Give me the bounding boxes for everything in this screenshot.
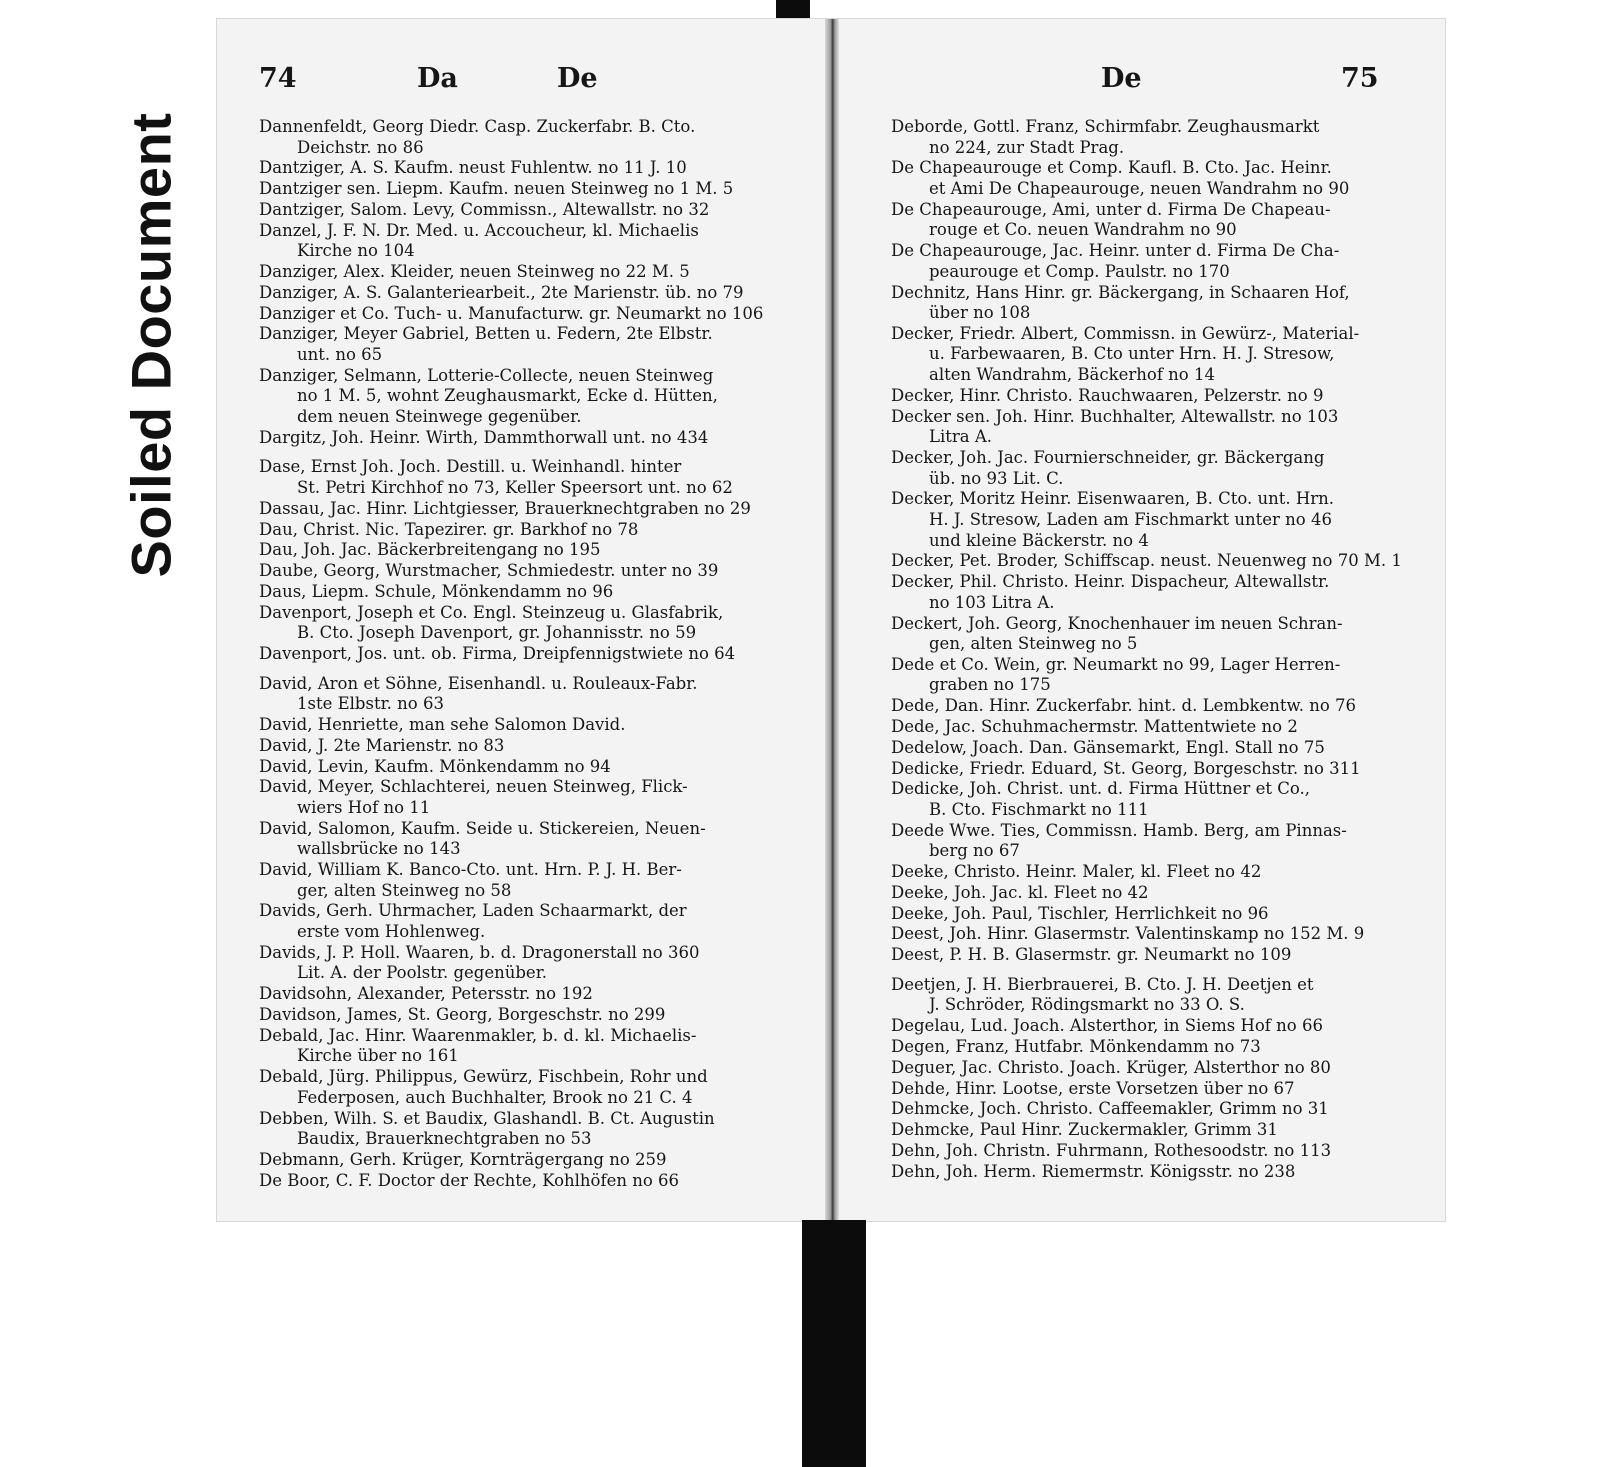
entry-line: Deckert, Joh. Georg, Knochenhauer im neuen Schran-	[891, 613, 1343, 633]
entry-line: Baudix, Brauerknechtgraben no 53	[297, 1129, 592, 1149]
directory-entry	[891, 1141, 1411, 1162]
entry-line: De Chapeaurouge et Comp. Kaufl. B. Cto. Jac. Heinr.	[891, 158, 1332, 178]
entry-line: Dedicke, Joh. Christ. unt. d. Firma Hüttner et Co.,	[891, 779, 1310, 799]
directory-entry	[891, 551, 1411, 572]
entry-line: Daus, Liepm. Schule, Mönkendamm no 96	[259, 581, 614, 601]
entry-line: Danziger, Meyer Gabriel, Betten u. Federn, 2te Elbstr.	[259, 324, 713, 344]
entry-line: rouge et Co. neuen Wandrahm no 90	[929, 220, 1237, 240]
entry-line: alten Wandrahm, Bäckerhof no 14	[929, 365, 1215, 385]
entry-line: über no 108	[929, 303, 1031, 323]
directory-entry	[259, 644, 789, 665]
right-header: De	[1101, 63, 1142, 94]
directory-entry	[259, 117, 789, 158]
directory-entry	[891, 158, 1411, 199]
directory-entry	[259, 582, 789, 603]
directory-entry	[891, 324, 1411, 386]
directory-entry	[891, 614, 1411, 655]
entry-line: u. Farbewaaren, B. Cto unter Hrn. H. J. Stresow,	[929, 344, 1335, 364]
entry-line: H. J. Stresow, Laden am Fischmarkt unter no 46	[929, 509, 1332, 529]
directory-entry	[259, 499, 789, 520]
entry-line: Dede et Co. Wein, gr. Neumarkt no 99, Lager Herren-	[891, 654, 1341, 674]
directory-entry	[259, 158, 789, 179]
entry-line: De Chapeaurouge, Jac. Heinr. unter d. Firma De Cha-	[891, 241, 1340, 261]
directory-entry	[259, 179, 789, 200]
entry-line: Lit. A. der Poolstr. gegenüber.	[297, 963, 548, 983]
entry-line: Dargitz, Joh. Heinr. Wirth, Dammthorwall unt. no 434	[259, 427, 709, 447]
entry-line: Dantziger sen. Liepm. Kaufm. neuen Steinweg no 1 M. 5	[259, 179, 734, 199]
entry-line: Dedicke, Friedr. Eduard, St. Georg, Borgeschstr. no 311	[891, 758, 1361, 778]
directory-entry	[259, 984, 789, 1005]
entry-line: St. Petri Kirchhof no 73, Keller Speersort unt. no 62	[297, 477, 733, 497]
entry-line: graben no 175	[929, 675, 1051, 695]
directory-entry	[891, 283, 1411, 324]
entry-line: 1ste Elbstr. no 63	[297, 694, 444, 714]
entry-line: David, William K. Banco-Cto. unt. Hrn. P. J. H. Ber-	[259, 860, 682, 880]
entry-line: Dechnitz, Hans Hinr. gr. Bäckergang, in Schaaren Hof,	[891, 282, 1350, 302]
entry-line: unt. no 65	[297, 345, 383, 365]
entry-line: Litra A.	[929, 427, 992, 447]
entry-line: De Boor, C. F. Doctor der Rechte, Kohlhöfen no 66	[259, 1170, 680, 1190]
entry-line: Dannenfeldt, Georg Diedr. Casp. Zuckerfabr. B. Cto.	[259, 117, 696, 136]
left-header-second: De	[557, 63, 598, 94]
entry-line: Decker sen. Joh. Hinr. Buchhalter, Altewallstr. no 103	[891, 406, 1339, 426]
entry-line: Dantziger, A. S. Kaufm. neust Fuhlentw. no 11 J. 10	[259, 158, 687, 178]
directory-entry	[259, 757, 789, 778]
directory-entry	[259, 1171, 789, 1192]
entry-line: Decker, Joh. Jac. Fournierschneider, gr. Bäckergang	[891, 448, 1325, 467]
directory-entry	[891, 821, 1411, 862]
directory-entry	[259, 540, 789, 561]
entry-line: De Chapeaurouge, Ami, unter d. Firma De Chapeau-	[891, 199, 1331, 219]
entry-line: Dehmcke, Joch. Christo. Caffeemakler, Grimm no 31	[891, 1099, 1329, 1119]
entry-line: Deede Wwe. Ties, Commissn. Hamb. Berg, am Pinnas-	[891, 820, 1347, 840]
directory-entry	[891, 1079, 1411, 1100]
directory-entry	[891, 975, 1411, 1016]
soiled-document-stamp	[116, 90, 186, 600]
entry-line: Debald, Jac. Hinr. Waarenmakler, b. d. kl. Michaelis-	[259, 1025, 697, 1045]
directory-entry	[891, 200, 1411, 241]
entry-line: Danziger, Selmann, Lotterie-Collecte, neuen Steinweg	[259, 365, 714, 385]
directory-entry	[891, 945, 1411, 966]
directory-entry	[891, 655, 1411, 696]
directory-entry	[259, 603, 789, 644]
entry-line: gen, alten Steinweg no 5	[929, 634, 1138, 654]
stamp-text: Soiled Document	[119, 112, 183, 578]
left-page-number: 74	[259, 63, 297, 94]
directory-entry	[259, 428, 789, 449]
right-entry-list	[891, 117, 1411, 1182]
directory-entry	[259, 324, 789, 365]
entry-line: B. Cto. Joseph Davenport, gr. Johannisstr. no 59	[297, 623, 697, 643]
directory-entry	[891, 1037, 1411, 1058]
entry-line: Deichstr. no 86	[297, 137, 424, 157]
directory-entry	[891, 1016, 1411, 1037]
directory-entry	[259, 777, 789, 818]
directory-entry	[891, 759, 1411, 780]
directory-entry	[259, 715, 789, 736]
directory-entry	[891, 241, 1411, 282]
entry-line: Debald, Jürg. Philippus, Gewürz, Fischbein, Rohr und	[259, 1067, 708, 1087]
directory-entry	[259, 943, 789, 984]
directory-entry	[259, 819, 789, 860]
entry-line: Deeke, Joh. Paul, Tischler, Herrlichkeit no 96	[891, 903, 1269, 923]
directory-entry	[891, 117, 1411, 158]
entry-line: Danzel, J. F. N. Dr. Med. u. Accoucheur, kl. Michaelis	[259, 220, 699, 240]
entry-line: Deest, Joh. Hinr. Glasermstr. Valentinskamp no 152 M. 9	[891, 924, 1365, 944]
entry-line: Decker, Friedr. Albert, Commissn. in Gewürz-, Material-	[891, 323, 1360, 343]
entry-line: J. Schröder, Rödingsmarkt no 33 O. S.	[929, 995, 1245, 1015]
directory-entry	[259, 283, 789, 304]
entry-line: Dase, Ernst Joh. Joch. Destill. u. Weinhandl. hinter	[259, 457, 682, 477]
entry-line: Danziger, Alex. Kleider, neuen Steinweg no 22 M. 5	[259, 262, 690, 282]
directory-entry	[259, 674, 789, 715]
entry-line: Decker, Moritz Heinr. Eisenwaaren, B. Cto. unt. Hrn.	[891, 489, 1335, 509]
left-entry-list	[259, 117, 789, 1191]
entry-line: David, J. 2te Marienstr. no 83	[259, 735, 505, 755]
directory-entry	[891, 1120, 1411, 1141]
directory-entry	[259, 901, 789, 942]
entry-line: Deeke, Joh. Jac. kl. Fleet no 42	[891, 882, 1149, 902]
directory-entry	[891, 1099, 1411, 1120]
directory-entry	[891, 696, 1411, 717]
entry-line: Deborde, Gottl. Franz, Schirmfabr. Zeughausmarkt	[891, 117, 1320, 136]
entry-line: et Ami De Chapeaurouge, neuen Wandrahm no 90	[929, 178, 1350, 198]
entry-line: Dau, Christ. Nic. Tapezirer. gr. Barkhof no 78	[259, 519, 639, 539]
entry-line: Davenport, Jos. unt. ob. Firma, Dreipfennigstwiete no 64	[259, 644, 736, 664]
entry-line: Degen, Franz, Hutfabr. Mönkendamm no 73	[891, 1037, 1261, 1056]
directory-entry	[891, 1162, 1411, 1183]
directory-entry	[891, 717, 1411, 738]
entry-line: Dehmcke, Paul Hinr. Zuckermakler, Grimm 31	[891, 1120, 1278, 1140]
entry-line: Danziger et Co. Tuch- u. Manufacturw. gr. Neumarkt no 106	[259, 303, 764, 323]
entry-line: B. Cto. Fischmarkt no 111	[929, 799, 1149, 819]
entry-line: no 224, zur Stadt Prag.	[929, 137, 1125, 157]
entry-line: Dantziger, Salom. Levy, Commissn., Altewallstr. no 32	[259, 199, 710, 219]
entry-line: Debmann, Gerh. Krüger, Kornträgergang no 259	[259, 1149, 667, 1169]
entry-line: und kleine Bäckerstr. no 4	[929, 530, 1149, 550]
entry-line: ger, alten Steinweg no 58	[297, 880, 512, 900]
entry-line: David, Levin, Kaufm. Mönkendamm no 94	[259, 756, 611, 776]
entry-line: no 1 M. 5, wohnt Zeughausmarkt, Ecke d. Hütten,	[297, 386, 718, 406]
directory-entry	[891, 738, 1411, 759]
entry-line: Dede, Jac. Schuhmachermstr. Mattentwiete no 2	[891, 717, 1298, 737]
entry-line: Dassau, Jac. Hinr. Lichtgiesser, Brauerknechtgraben no 29	[259, 498, 751, 518]
left-header-first: Da	[417, 63, 458, 94]
entry-line: Deest, P. H. B. Glasermstr. gr. Neumarkt no 109	[891, 945, 1292, 965]
entry-line: wiers Hof no 11	[297, 797, 431, 817]
directory-entry	[259, 262, 789, 283]
entry-line: Dede, Dan. Hinr. Zuckerfabr. hint. d. Lembkentw. no 76	[891, 696, 1357, 716]
directory-entry	[259, 304, 789, 325]
entry-line: David, Meyer, Schlachterei, neuen Steinweg, Flick-	[259, 777, 688, 797]
directory-entry	[259, 1109, 789, 1150]
directory-entry	[259, 457, 789, 498]
book-spread	[216, 18, 1446, 1222]
directory-entry	[259, 221, 789, 262]
directory-entry	[259, 736, 789, 757]
entry-line: Dehn, Joh. Christn. Fuhrmann, Rothesoodstr. no 113	[891, 1140, 1332, 1160]
directory-entry	[891, 779, 1411, 820]
entry-line: David, Salomon, Kaufm. Seide u. Stickereien, Neuen-	[259, 818, 706, 838]
entry-line: Dau, Joh. Jac. Bäckerbreitengang no 195	[259, 540, 601, 560]
directory-entry	[891, 448, 1411, 489]
entry-line: Dehn, Joh. Herm. Riemermstr. Königsstr. no 238	[891, 1161, 1296, 1181]
directory-entry	[891, 883, 1411, 904]
entry-line: Federposen, auch Buchhalter, Brook no 21 C. 4	[297, 1087, 693, 1107]
entry-line: Davidsohn, Alexander, Petersstr. no 192	[259, 984, 593, 1004]
directory-entry	[259, 200, 789, 221]
directory-entry	[259, 1150, 789, 1171]
entry-line: erste vom Hohlenweg.	[297, 922, 486, 942]
directory-entry	[891, 924, 1411, 945]
entry-line: Deguer, Jac. Christo. Joach. Krüger, Alsterthor no 80	[891, 1057, 1331, 1077]
entry-line: wallsbrücke no 143	[297, 839, 461, 859]
left-page	[217, 19, 825, 1221]
entry-line: dem neuen Steinwege gegenüber.	[297, 407, 582, 426]
entry-line: David, Henriette, man sehe Salomon David.	[259, 715, 626, 734]
page-gutter	[825, 19, 839, 1221]
directory-entry	[891, 407, 1411, 448]
entry-line: Davidson, James, St. Georg, Borgeschstr. no 299	[259, 1005, 666, 1024]
entry-line: Danziger, A. S. Galanteriearbeit., 2te Marienstr. üb. no 79	[259, 282, 744, 302]
entry-line: Decker, Pet. Broder, Schiffscap. neust. Neuenweg no 70 M. 1	[891, 551, 1402, 571]
entry-line: David, Aron et Söhne, Eisenhandl. u. Rouleaux-Fabr.	[259, 673, 698, 693]
right-page-number: 75	[1341, 63, 1379, 94]
entry-line: Deeke, Christo. Heinr. Maler, kl. Fleet no 42	[891, 862, 1262, 882]
binding-tab-bottom	[802, 1220, 866, 1467]
directory-entry	[259, 1005, 789, 1026]
entry-line: Dedelow, Joach. Dan. Gänsemarkt, Engl. Stall no 75	[891, 737, 1325, 757]
directory-entry	[259, 366, 789, 428]
entry-line: Decker, Hinr. Christo. Rauchwaaren, Pelzerstr. no 9	[891, 385, 1324, 405]
directory-entry	[891, 386, 1411, 407]
directory-entry	[259, 561, 789, 582]
entry-line: Davids, Gerh. Uhrmacher, Laden Schaarmarkt, der	[259, 901, 687, 921]
entry-line: Kirche über no 161	[297, 1046, 459, 1066]
entry-line: Davenport, Joseph et Co. Engl. Steinzeug u. Glasfabrik,	[259, 602, 724, 622]
entry-line: Kirche no 104	[297, 241, 415, 261]
directory-entry	[891, 489, 1411, 551]
directory-entry	[259, 1067, 789, 1108]
directory-entry	[259, 1026, 789, 1067]
entry-line: Dehde, Hinr. Lootse, erste Vorsetzen über no 67	[891, 1078, 1295, 1098]
directory-entry	[891, 572, 1411, 613]
entry-line: Decker, Phil. Christo. Heinr. Dispacheur, Altewallstr.	[891, 572, 1330, 592]
directory-entry	[259, 520, 789, 541]
entry-line: Deetjen, J. H. Bierbrauerei, B. Cto. J. H. Deetjen et	[891, 974, 1314, 994]
entry-line: no 103 Litra A.	[929, 592, 1055, 612]
entry-line: üb. no 93 Lit. C.	[929, 468, 1064, 488]
right-page	[839, 19, 1445, 1221]
entry-line: Davids, J. P. Holl. Waaren, b. d. Dragonerstall no 360	[259, 942, 700, 962]
entry-line: Debben, Wilh. S. et Baudix, Glashandl. B. Ct. Augustin	[259, 1108, 715, 1128]
directory-entry	[259, 860, 789, 901]
entry-line: Degelau, Lud. Joach. Alsterthor, in Siems Hof no 66	[891, 1016, 1323, 1036]
entry-line: Daube, Georg, Wurstmacher, Schmiedestr. unter no 39	[259, 561, 719, 581]
directory-entry	[891, 904, 1411, 925]
entry-line: peaurouge et Comp. Paulstr. no 170	[929, 261, 1230, 281]
directory-entry	[891, 1058, 1411, 1079]
entry-line: berg no 67	[929, 841, 1020, 861]
directory-entry	[891, 862, 1411, 883]
